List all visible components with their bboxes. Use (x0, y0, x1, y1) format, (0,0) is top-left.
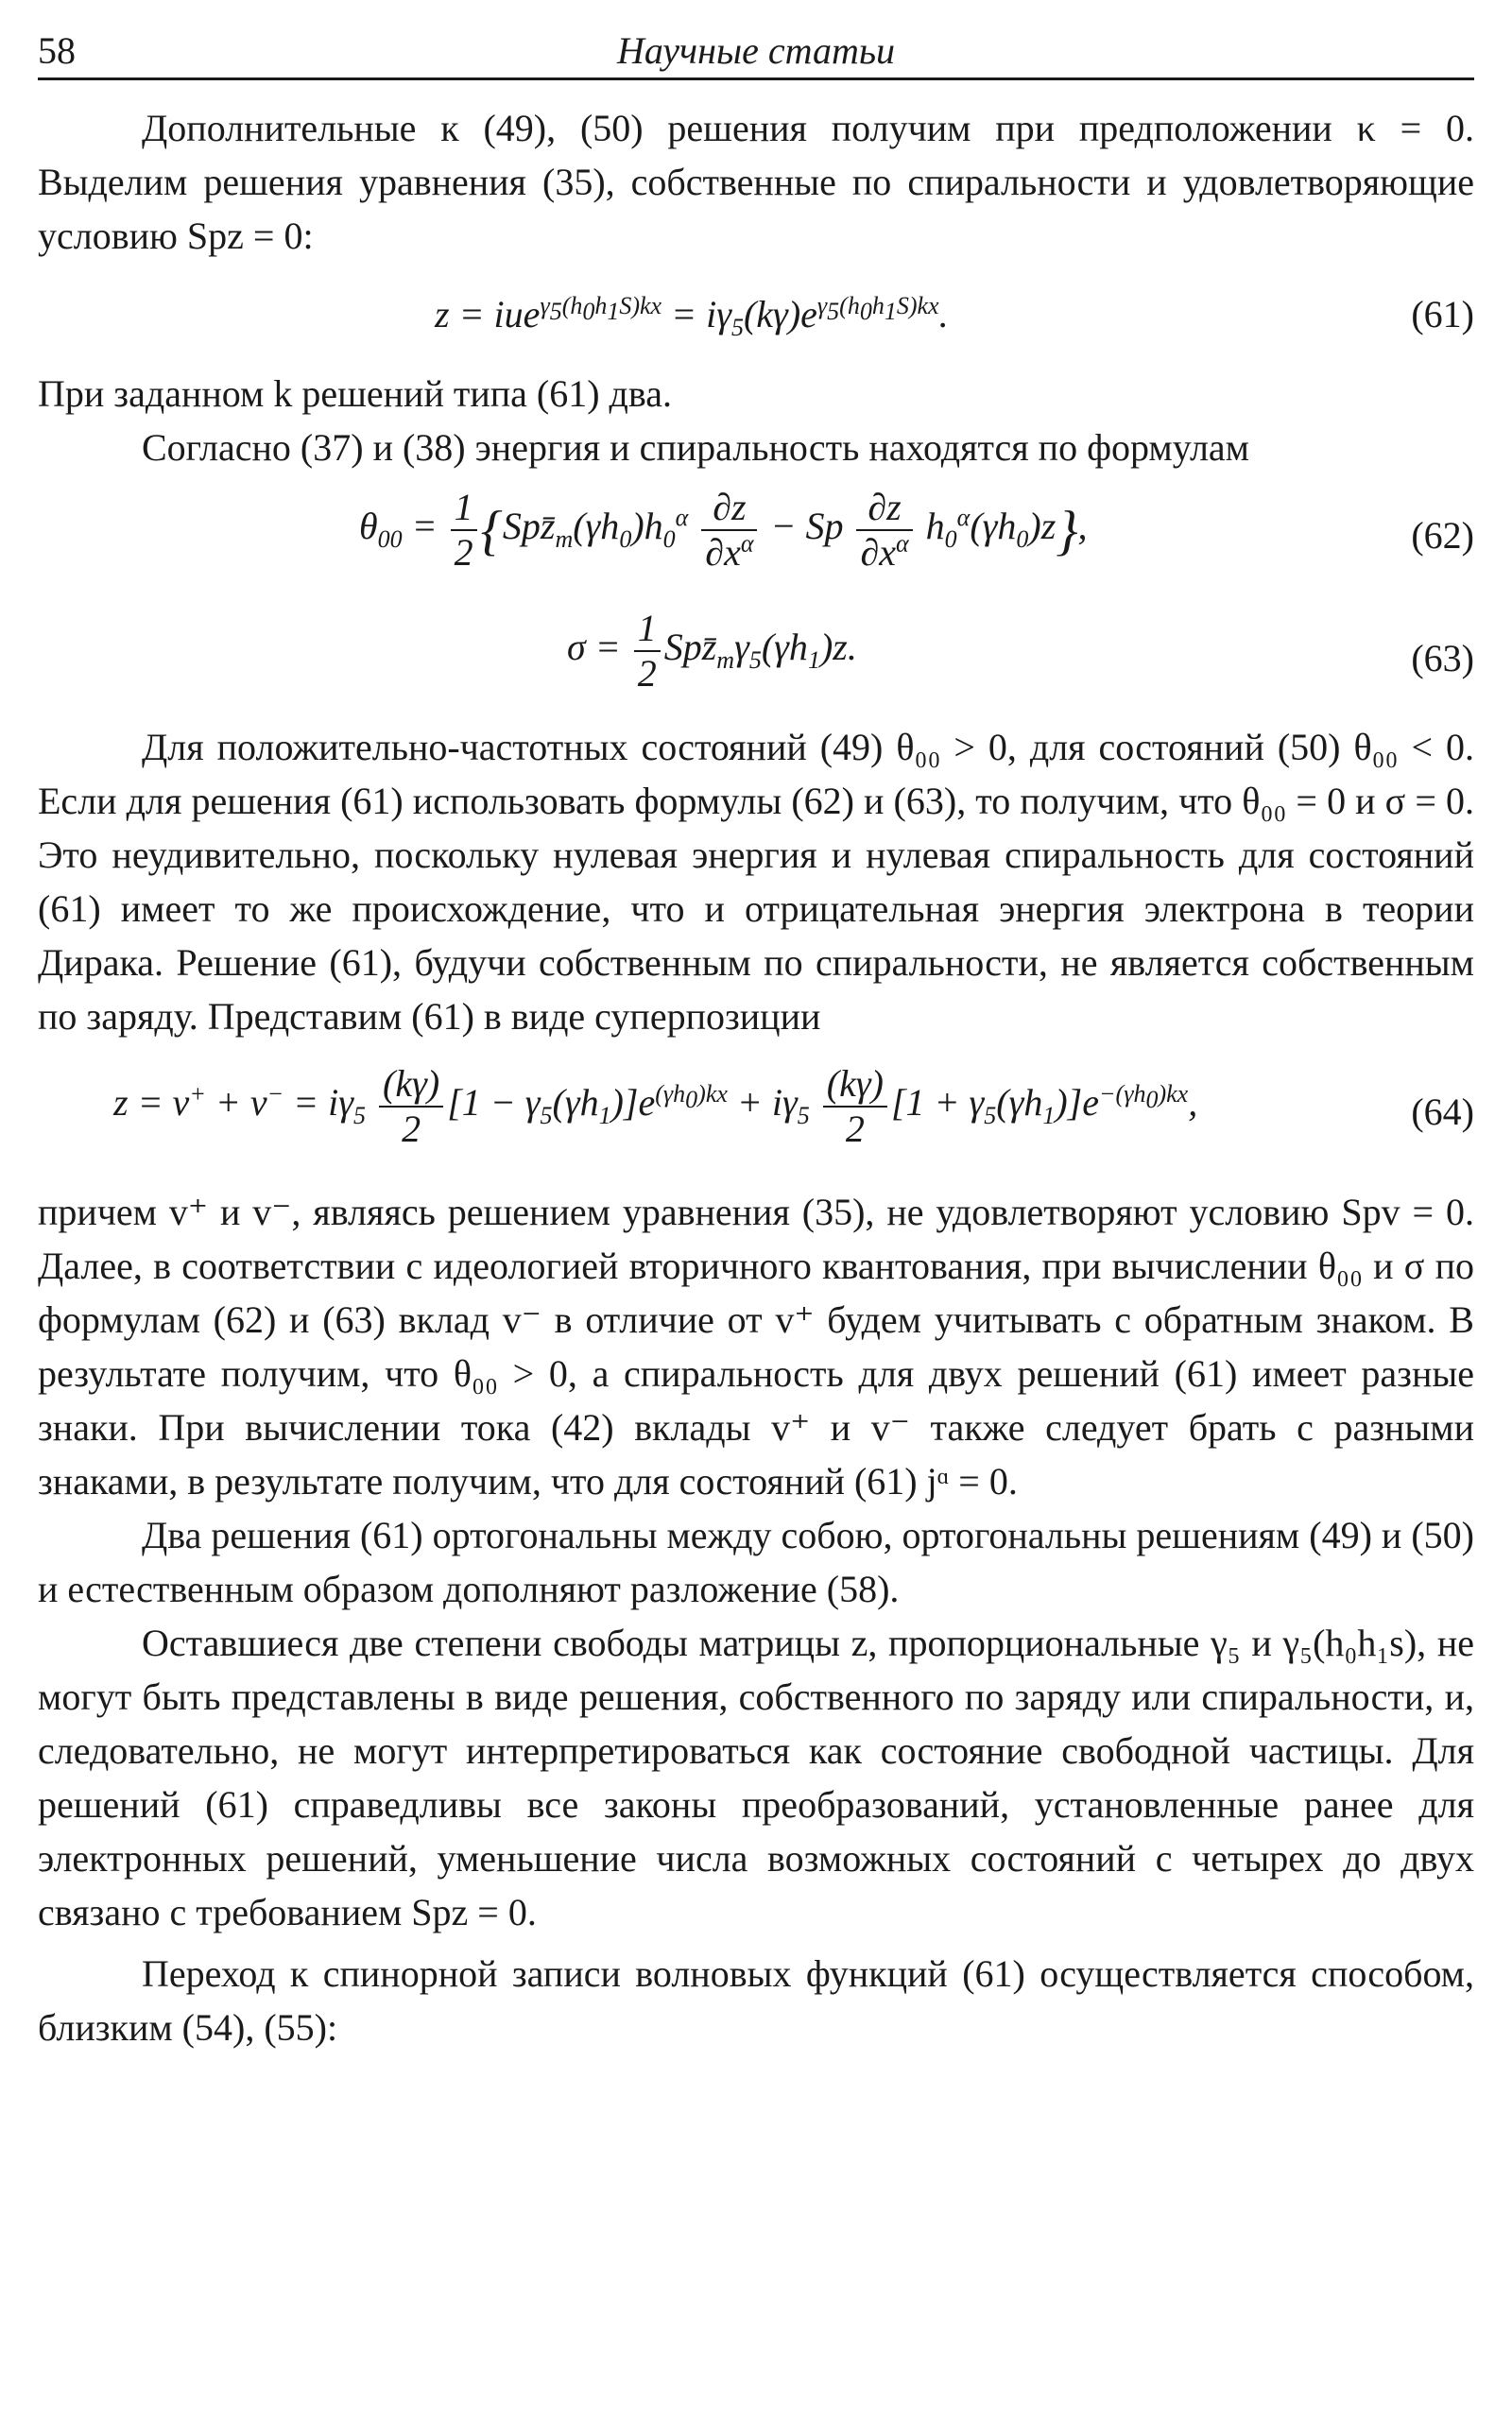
equation-64 (38, 1043, 1474, 1185)
page-header (38, 19, 1474, 80)
running-title: Научные статьи (616, 29, 896, 72)
equation-62-number: (62) (1411, 514, 1474, 557)
equation-64-formula: $z = v^+ + v^- = i\gamma_5$ $\frac{(k\gamma)}{2}$ $[1 - \gamma_5(\gamma h_1)]e^{(\gamma h_0)kx} + i\gamma_5$ $\frac{(k\gamma)}{2}$ $[1 + \gamma_5(\gamma h_1)]e^{-(\gamma h_0)kx}$, (113, 1062, 1198, 1150)
paragraph-2: При заданном k решений типа (61) два. (38, 372, 672, 415)
paragraph-3: Согласно (37) и (38) энергия и спиральность находятся по формулам (142, 426, 1249, 469)
equation-63-number: (63) (1411, 637, 1474, 679)
equation-62-formula: $\theta_{00}$ = $\frac{1}{2}$ {$Spz̄_m(\gamma h_0)h_0^\alpha$ $\frac{\partial z}{\partial x^\alpha}$ − Sp $\frac{\partial z}{\partial x^\alpha}$ $h_0^\alpha(\gamma h_0)z$}, (359, 486, 1088, 574)
equation-64-number: (64) (1411, 1091, 1474, 1133)
equation-62 (38, 474, 1474, 597)
paragraph-4: Для положительно-частотных состояний (49) θ₀₀ > 0, для состояний (50) θ₀₀ < 0. Если для решения (61) использовать формулы (62) и (63), то получим, что θ₀₀ = 0 и σ = 0. Это неудивительно, поскольку нулевая энергия и нулевая спиральность для состояний (61) имеет то же происхождение, что и отрицательная энергия электрона в теории Дирака. Решение (61), будучи собственным по спиральности, не является собственным по заряду. Представим (61) в виде суперпозиции (38, 726, 1474, 1038)
paragraph-1: Дополнительные к (49), (50) решения получим при предположении κ = 0. Выделим решения уравнения (35), собственные по спиральности и удовлетворяющие условию Spz = 0: (38, 107, 1474, 257)
equation-61-formula: $z = iue^{\gamma_5(h_0h_1S)kx} = i\gamma_5(k\gamma)e^{\gamma_5(h_0h_1S)kx}$. (435, 291, 949, 341)
equation-61-number: (61) (1411, 293, 1474, 335)
paragraph-5: причем v⁺ и v⁻, являясь решением уравнения (35), не удовлетворяют условию Spv = 0. Далее, в соответствии с идеологией вторичного квантования, при вычислении θ₀₀ и σ по формулам (62) и (63) вклад v⁻ в отличие от v⁺ будем учитывать с обратным знаком. В результате получим, что θ₀₀ > 0, а спиральность для двух решений (61) имеет разные знаки. При вычислении тока (42) вклады v⁺ и v⁻ также следует брать с разными знаками, в результате получим, что для состояний (61) jᵅ = 0. (38, 1191, 1474, 1503)
paragraph-6: Два решения (61) ортогональны между собою, ортогональны решениям (49) и (50) и естественным образом дополняют разложение (58). (38, 1514, 1474, 1610)
equation-63 (38, 597, 1474, 720)
paragraph-8: Переход к спинорной записи волновых функций (61) осуществляется способом, близким (54), (55): (38, 1952, 1474, 2049)
equation-61 (38, 263, 1474, 367)
equation-63-formula: σ = $\frac{1}{2}$ $Spz̄_m\gamma_5(\gamma h_1)z$. (567, 607, 857, 695)
document-page (38, 19, 1474, 2054)
page-number: 58 (38, 29, 76, 72)
paragraph-7: Оставшиеся две степени свободы матрицы z, пропорциональные γ₅ и γ₅(h₀h₁s), не могут быть представлены в виде решения, собственного по заряду или спиральности, и, следовательно, не могут интерпретироваться как состояние свободной частицы. Для решений (61) справедливы все законы преобразований, установленные ранее для электронных решений, уменьшение числа возможных состояний с четырех до двух связано с требованием Spz = 0. (38, 1622, 1474, 1933)
